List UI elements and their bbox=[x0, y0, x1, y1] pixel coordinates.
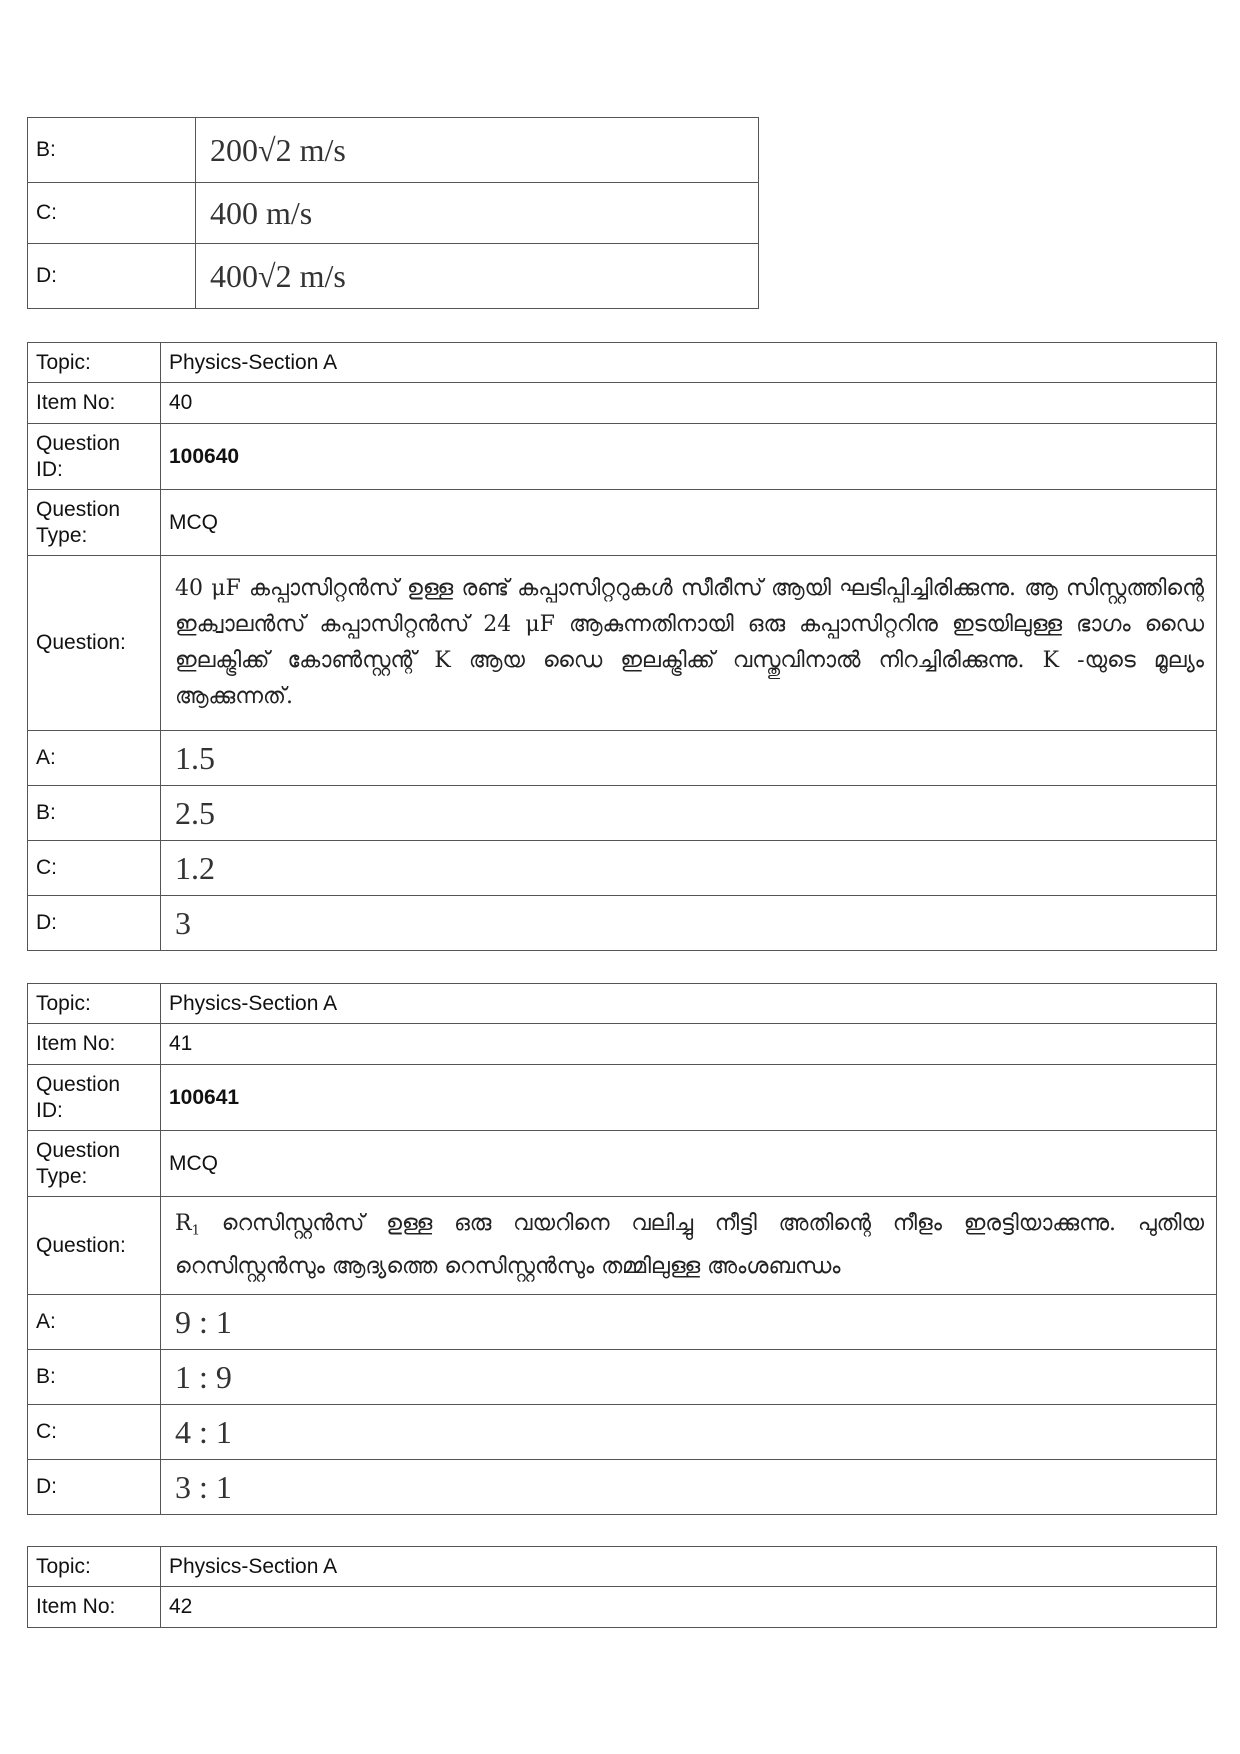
question-type-label: Question Type: bbox=[28, 490, 161, 556]
item-no-label: Item No: bbox=[28, 1024, 161, 1065]
question-table-item-40 bbox=[27, 342, 1217, 951]
question-id-value: 100641 bbox=[161, 1065, 1217, 1131]
question-id-row bbox=[28, 1065, 1217, 1131]
question-type-value: MCQ bbox=[161, 1131, 1217, 1197]
option-label: B: bbox=[28, 1350, 161, 1405]
question-type-row bbox=[28, 1131, 1217, 1197]
option-label: C: bbox=[28, 1405, 161, 1460]
question-id-label: Question ID: bbox=[28, 424, 161, 490]
topic-label: Topic: bbox=[28, 1547, 161, 1587]
option-value: 2.5 bbox=[161, 786, 1217, 841]
option-row bbox=[28, 896, 1217, 951]
item-no-row bbox=[28, 1024, 1217, 1065]
topic-label: Topic: bbox=[28, 984, 161, 1024]
option-value: 1.5 bbox=[161, 731, 1217, 786]
item-no-value: 42 bbox=[161, 1587, 1217, 1628]
topic-row bbox=[28, 1547, 1217, 1587]
option-label: C: bbox=[28, 841, 161, 896]
option-row bbox=[28, 1405, 1217, 1460]
question-id-value: 100640 bbox=[161, 424, 1217, 490]
option-row bbox=[28, 841, 1217, 896]
option-value: 1.2 bbox=[161, 841, 1217, 896]
option-value: 1 : 9 bbox=[161, 1350, 1217, 1405]
previous-question-options-table bbox=[27, 117, 759, 309]
option-label: D: bbox=[28, 244, 196, 309]
item-no-label: Item No: bbox=[28, 1587, 161, 1628]
question-text: 40 μF കപ്പാസിറ്റൻസ് ഉള്ള രണ്ട് കപ്പാസിറ്ററുകൾ സീരീസ് ആയി ഘടിപ്പിച്ചിരിക്കുന്നു. ആ സിസ്റ്റത്തിന്റെ ഇക്വാലൻസ് കപ്പാസിറ്റൻസ് 24 μF ആകുന്നതിനായി ഒരു കപ്പാസിറ്ററിനു ഇടയിലുള്ള ഭാഗം ഡൈ ഇലക്ട്രിക്ക് കോൺസ്റ്റന്റ് K ആയ ഡൈ ഇലക്ട്രിക്ക് വസ്തുവിനാൽ നിറച്ചിരിക്കുന്നു. K -യുടെ മൂല്യം ആക്കുന്നത്. bbox=[161, 556, 1217, 731]
question-label: Question: bbox=[28, 1197, 161, 1295]
item-no-row bbox=[28, 1587, 1217, 1628]
question-type-label: Question Type: bbox=[28, 1131, 161, 1197]
item-no-row bbox=[28, 383, 1217, 424]
option-row bbox=[28, 786, 1217, 841]
question-text bbox=[161, 1197, 1217, 1295]
question-label: Question: bbox=[28, 556, 161, 731]
option-row bbox=[28, 1350, 1217, 1405]
resistance-symbol-subscript: 1 bbox=[191, 1223, 200, 1239]
resistance-symbol: R bbox=[175, 1210, 192, 1236]
item-no-value: 41 bbox=[161, 1024, 1217, 1065]
option-row bbox=[28, 1460, 1217, 1515]
option-label: D: bbox=[28, 1460, 161, 1515]
question-row bbox=[28, 1197, 1217, 1295]
option-label: B: bbox=[28, 118, 196, 183]
option-label: A: bbox=[28, 731, 161, 786]
option-label: A: bbox=[28, 1295, 161, 1350]
topic-value: Physics-Section A bbox=[161, 343, 1217, 383]
question-row bbox=[28, 556, 1217, 731]
option-label: D: bbox=[28, 896, 161, 951]
option-value: 9 : 1 bbox=[161, 1295, 1217, 1350]
topic-value: Physics-Section A bbox=[161, 1547, 1217, 1587]
item-no-value: 40 bbox=[161, 383, 1217, 424]
question-body: റെസിസ്റ്റൻസ് ഉള്ള ഒരു വയറിനെ വലിച്ചു നീട്ടി അതിന്റെ നീളം ഇരട്ടിയാക്കുന്നു. പുതിയ റെസിസ്റ്റൻസും ആദ്യത്തെ റെസിസ്റ്റൻസും തമ്മിലുള്ള അംശബന്ധം bbox=[175, 1210, 1204, 1280]
option-value: 3 : 1 bbox=[161, 1460, 1217, 1515]
option-value: 400 m/s bbox=[196, 183, 759, 244]
question-table-item-41 bbox=[27, 983, 1217, 1515]
option-label: B: bbox=[28, 786, 161, 841]
topic-label: Topic: bbox=[28, 343, 161, 383]
option-value: 4 : 1 bbox=[161, 1405, 1217, 1460]
topic-value: Physics-Section A bbox=[161, 984, 1217, 1024]
question-type-row bbox=[28, 490, 1217, 556]
option-row bbox=[28, 244, 759, 309]
option-row bbox=[28, 183, 759, 244]
option-value: 200√2 m/s bbox=[196, 118, 759, 183]
option-row bbox=[28, 1295, 1217, 1350]
item-no-label: Item No: bbox=[28, 383, 161, 424]
option-row bbox=[28, 118, 759, 183]
topic-row bbox=[28, 984, 1217, 1024]
option-value: 3 bbox=[161, 896, 1217, 951]
question-type-value: MCQ bbox=[161, 490, 1217, 556]
topic-row bbox=[28, 343, 1217, 383]
question-table-item-42 bbox=[27, 1546, 1217, 1628]
question-id-label: Question ID: bbox=[28, 1065, 161, 1131]
question-id-row bbox=[28, 424, 1217, 490]
option-label: C: bbox=[28, 183, 196, 244]
option-row bbox=[28, 731, 1217, 786]
option-value: 400√2 m/s bbox=[196, 244, 759, 309]
